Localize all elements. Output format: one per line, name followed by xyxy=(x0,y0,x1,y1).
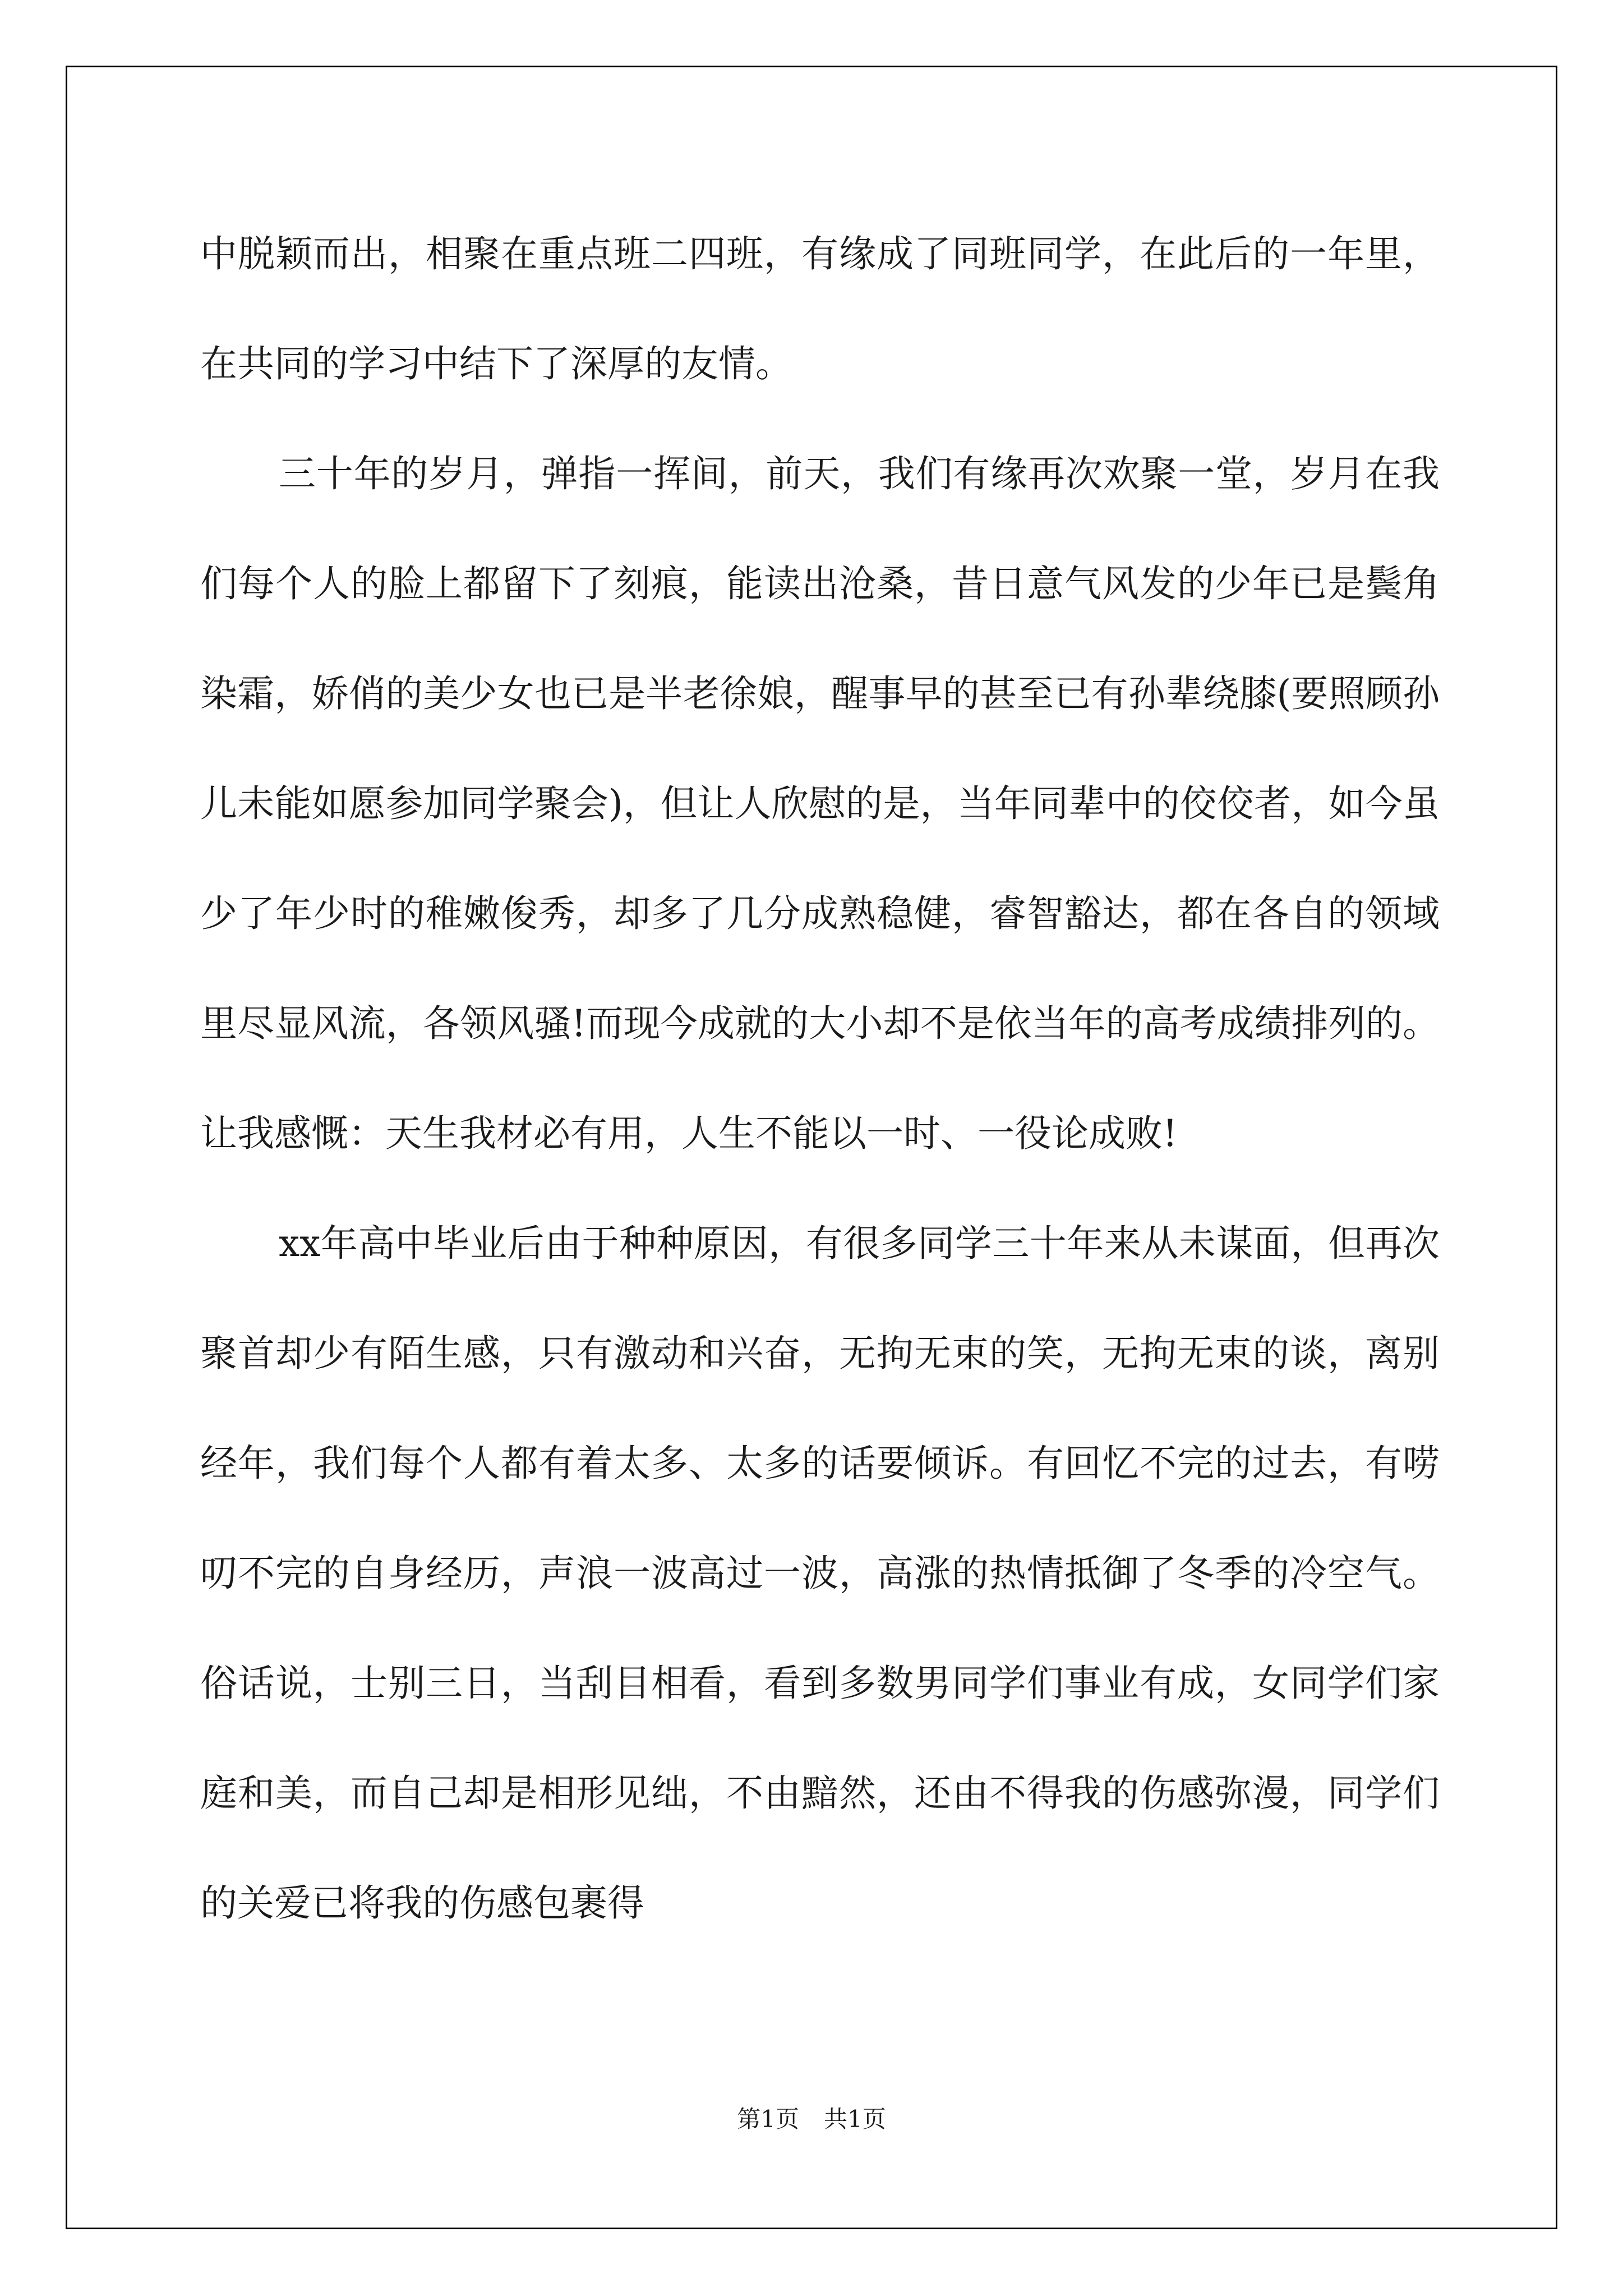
page-total: 共1页 xyxy=(824,2105,886,2133)
paragraph: xx年高中毕业后由于种种原因，有很多同学三十年来从未谋面，但再次聚首却少有陌生感，只有激动和兴奋，无拘无束的笑，无拘无束的谈，离别经年，我们每个人都有着太多、太多的话要倾诉。有回忆不完的过去，有唠叨不完的自身经历，声浪一波高过一波，高涨的热情抵御了冬季的冷空气。俗话说，士别三日，当刮目相看，看到多数男同学们事业有成，女同学们家庭和美，而自己却是相形见绌，不由黯然，还由不得我的伤感弥漫，同学们的关爱已将我的伤感包裹得 xyxy=(200,1222,1440,1925)
paragraph: 三十年的岁月，弹指一挥间，前天，我们有缘再次欢聚一堂，岁月在我们每个人的脸上都留下了刻痕，能读出沧桑，昔日意气风发的少年已是鬓角染霜，娇俏的美少女也已是半老徐娘，醒事早的甚至已有孙辈绕膝(要照顾孙儿未能如愿参加同学聚会)，但让人欣慰的是，当年同辈中的佼佼者，如今虽少了年少时的稚嫩俊秀，却多了几分成熟稳健，睿智豁达，都在各自的领域里尽显风流，各领风骚!而现今成就的大小却不是依当年的高考成绩排列的。让我感慨：天生我材必有用，人生不能以一时、一役论成败! xyxy=(200,452,1440,1155)
document-body xyxy=(200,199,1440,1958)
page-footer xyxy=(0,2101,1623,2134)
page-number: 第1页 xyxy=(737,2105,799,2133)
paragraph-continued: 中脱颖而出，相聚在重点班二四班，有缘成了同班同学，在此后的一年里，在共同的学习中结下了深厚的友情。 xyxy=(200,232,1440,385)
